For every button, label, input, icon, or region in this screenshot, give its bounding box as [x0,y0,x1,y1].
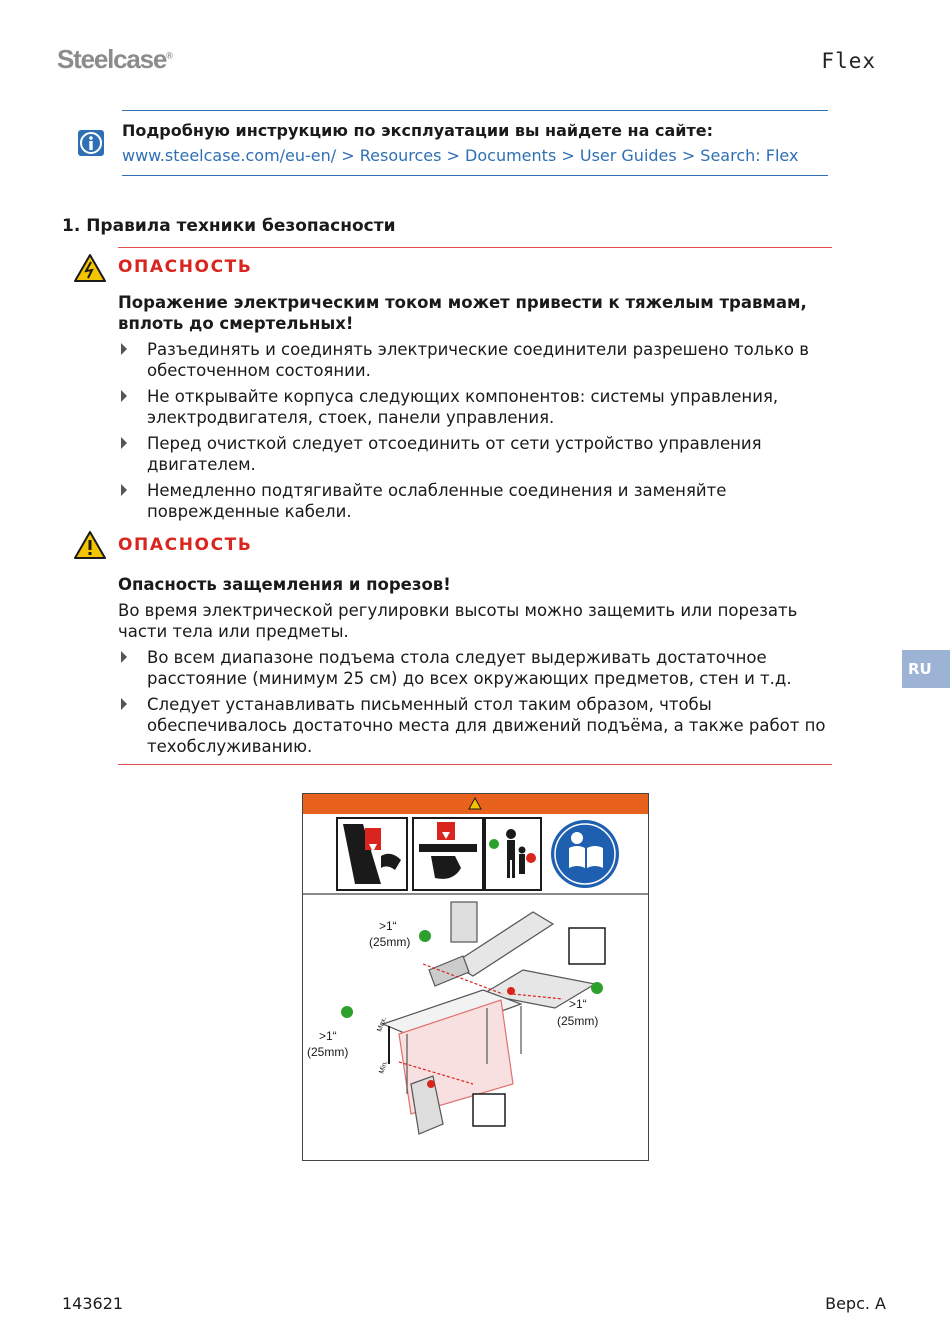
clearance-label: (25mm) [307,1045,349,1059]
clearance-label: (25mm) [369,935,411,949]
list-item: Разъединять и соединять электрические соединители разрешено только в обесточенном состоянии. [118,339,838,381]
check-icon [341,1006,353,1018]
list-item: Следует устанавливать письменный стол таким образом, чтобы обеспечивалось достаточно места для движений подъёма, а также работ по техобслуживанию. [118,694,838,757]
table-crush-small-icon [473,1094,505,1126]
danger-intro: Во время электрической регулировки высоты можно защемить или порезать части тела или предметы. [118,601,798,641]
section-title: 1. Правила техники безопасности [62,216,396,236]
bullet-arrow-icon [121,390,127,402]
list-item: Перед очисткой следует отсоединить от сети устройство управления двигателем. [118,433,838,475]
bullet-arrow-icon [121,343,127,355]
hand-crush-pictogram-icon [337,818,407,890]
list-item: Не открывайте корпуса следующих компонентов: системы управления, электродвигателя, стоек, панели управления. [118,386,838,428]
danger-headline: Поражение электрическим током может привести к тяжелым травмам, вплоть до смертельных! [118,293,807,333]
steelcase-logo: Steelcase® [57,44,173,74]
language-tab: RU [902,650,950,688]
info-link[interactable]: www.steelcase.com/eu-en/ > Resources > Documents > User Guides > Search: Flex [122,146,799,165]
danger-label: ОПАСНОСТЬ [118,535,253,555]
list-item: Немедленно подтягивайте ослабленные соединения и заменяйте поврежденные кабели. [118,480,838,522]
clearance-label: >1“ [319,1029,337,1043]
danger-end-divider [118,764,832,765]
min-label: Min. [378,1059,390,1075]
bullet-arrow-icon [121,698,127,710]
info-icon [78,130,104,156]
hand-crush-small-icon [569,928,605,964]
check-icon [591,982,603,994]
info-box [122,110,828,176]
document-number: 143621 [62,1294,124,1313]
cross-icon [427,1080,435,1088]
clearance-label: (25mm) [557,1014,599,1028]
bullet-arrow-icon [121,437,127,449]
table-crush-pictogram-icon [413,818,483,890]
children-pictogram-icon [485,818,541,890]
danger-list [118,647,838,762]
general-warning-icon [73,530,107,560]
cross-icon [507,987,515,995]
clearance-label: >1“ [379,919,397,933]
check-icon [419,930,431,942]
danger-list [118,339,838,527]
info-title: Подробную инструкцию по эксплуатации вы найдете на сайте: [122,121,713,140]
safety-illustration [302,793,649,1161]
document-version: Верс. A [825,1294,886,1313]
section-divider [118,247,832,248]
clearance-label: >1“ [569,997,587,1011]
max-label: Max. [376,1016,389,1033]
danger-label: ОПАСНОСТЬ [118,257,253,277]
bullet-arrow-icon [121,484,127,496]
bullet-arrow-icon [121,651,127,663]
list-item: Во всем диапазоне подъема стола следует выдерживать достаточное расстояние (минимум 25 см) до всех окружающих предметов, стен и т.д. [118,647,838,689]
read-manual-icon [551,820,619,888]
danger-headline: Опасность защемления и порезов! [118,575,451,594]
product-name: Flex [821,49,876,73]
electric-hazard-icon [73,253,107,283]
